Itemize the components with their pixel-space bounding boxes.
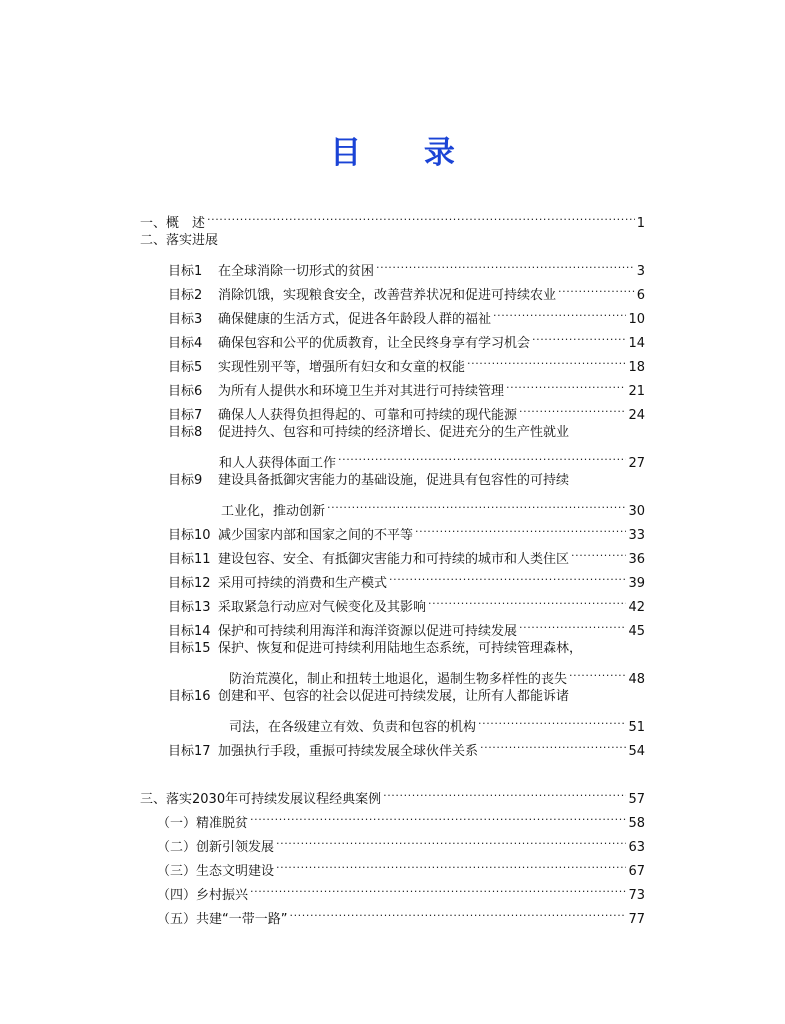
toc-entry[interactable]: [229, 663, 645, 687]
toc-entry[interactable]: [157, 855, 645, 879]
goal-text: 确保人人获得负担得起的、可靠和可持续的现代能源: [218, 408, 518, 423]
toc-entry[interactable]: [168, 615, 645, 639]
dot-leader: [532, 327, 626, 347]
dot-leader: [276, 831, 626, 851]
goal-text: 建设包容、安全、有抵御灾害能力和可持续的城市和人类住区: [218, 552, 570, 567]
page-number: 58: [628, 816, 645, 831]
toc-entry[interactable]: [157, 879, 645, 903]
goal-text: 加强执行手段，重振可持续发展全球伙伴关系: [218, 744, 479, 759]
dot-leader: [376, 255, 635, 275]
goal-number: 目标10: [168, 528, 211, 543]
goal-text: 确保包容和公平的优质教育，让全民终身享有学习机会: [218, 336, 531, 351]
page-number: 10: [628, 312, 645, 327]
toc-entry[interactable]: [219, 447, 645, 471]
case-label: （三）生态文明建设: [157, 864, 275, 879]
goal-text: 促进持久、包容和可持续的经济增长、促进充分的生产性就业: [218, 425, 570, 440]
case-label: （四）乡村振兴: [157, 888, 249, 903]
toc-entry[interactable]: [168, 351, 645, 375]
toc-entry[interactable]: [168, 687, 645, 707]
dot-leader: [480, 735, 626, 755]
page-number: 18: [628, 360, 645, 375]
dot-leader: [519, 399, 626, 419]
toc-entry[interactable]: [168, 279, 645, 303]
goal-text: 保护和可持续利用海洋和海洋资源以促进可持续发展: [218, 624, 518, 639]
toc-entry[interactable]: [168, 735, 645, 759]
dot-leader: [569, 663, 626, 683]
toc-entry[interactable]: [140, 783, 645, 807]
toc-entry[interactable]: [157, 807, 645, 831]
page-number: 14: [628, 336, 645, 351]
goal-text-cont: 防治荒漠化，制止和扭转土地退化，遏制生物多样性的丧失: [229, 672, 568, 687]
page-number: 45: [628, 624, 645, 639]
goal-number: 目标4: [168, 336, 203, 351]
goal-text: 保护、恢复和促进可持续利用陆地生态系统，可持续管理森林，: [218, 641, 583, 656]
toc-entry[interactable]: [221, 495, 645, 519]
toc-entry[interactable]: [168, 471, 645, 491]
page-number: 21: [628, 384, 645, 399]
dot-leader: [467, 351, 626, 371]
section-label: 二、落实进展: [140, 233, 219, 248]
toc-entry[interactable]: [140, 231, 645, 251]
section-label: 一、概 述: [140, 216, 206, 231]
goal-text: 创建和平、包容的社会以促进可持续发展，让所有人都能诉诸: [218, 689, 570, 704]
goal-number: 目标15: [168, 641, 211, 656]
page-number: 39: [628, 576, 645, 591]
toc-entry[interactable]: [168, 567, 645, 591]
dot-leader: [207, 207, 635, 227]
page-number: 54: [628, 744, 645, 759]
toc-entry[interactable]: [168, 543, 645, 567]
page-number: 51: [628, 720, 645, 735]
page-number: 3: [636, 264, 645, 279]
page-number: 27: [628, 456, 645, 471]
toc-entry[interactable]: [168, 255, 645, 279]
dot-leader: [327, 495, 626, 515]
section-label: 三、落实2030年可持续发展议程经典案例: [140, 792, 382, 807]
goal-number: 目标9: [168, 473, 203, 488]
dot-leader: [415, 519, 626, 539]
goal-text-cont: 司法，在各级建立有效、负责和包容的机构: [229, 720, 477, 735]
goal-number: 目标7: [168, 408, 203, 423]
page-number: 6: [636, 288, 645, 303]
dot-leader: [478, 711, 626, 731]
page-number: 1: [636, 216, 645, 231]
dot-leader: [506, 375, 626, 395]
dot-leader: [571, 543, 626, 563]
page-number: 24: [628, 408, 645, 423]
dot-leader: [428, 591, 626, 611]
dot-leader: [250, 879, 626, 899]
goal-text: 为所有人提供水和环境卫生并对其进行可持续管理: [218, 384, 505, 399]
goal-text-cont: 工业化，推动创新: [221, 504, 326, 519]
toc-entry[interactable]: [157, 903, 645, 927]
page-number: 67: [628, 864, 645, 879]
toc-entry[interactable]: [168, 639, 645, 659]
goal-number: 目标8: [168, 425, 203, 440]
goal-text: 减少国家内部和国家之间的不平等: [218, 528, 414, 543]
dot-leader: [250, 807, 626, 827]
goal-number: 目标3: [168, 312, 203, 327]
goal-number: 目标5: [168, 360, 203, 375]
dot-leader: [493, 303, 626, 323]
page-number: 77: [628, 912, 645, 927]
page-title: 目 录: [330, 135, 481, 171]
goal-text: 消除饥饿，实现粮食安全，改善营养状况和促进可持续农业: [218, 288, 557, 303]
goal-number: 目标1: [168, 264, 203, 279]
toc-entry[interactable]: [157, 831, 645, 855]
case-label: （五）共建“一带一路”: [157, 912, 288, 927]
page-number: 63: [628, 840, 645, 855]
page-number: 42: [628, 600, 645, 615]
goal-number: 目标6: [168, 384, 203, 399]
toc-entry[interactable]: [168, 375, 645, 399]
goal-text: 实现性别平等，增强所有妇女和女童的权能: [218, 360, 466, 375]
page-number: 73: [628, 888, 645, 903]
dot-leader: [383, 783, 626, 803]
goal-number: 目标17: [168, 744, 211, 759]
dot-leader: [558, 279, 635, 299]
goal-text: 确保健康的生活方式，促进各年龄段人群的福祉: [218, 312, 492, 327]
case-label: （一）精准脱贫: [157, 816, 249, 831]
goal-text: 在全球消除一切形式的贫困: [218, 264, 375, 279]
toc-entry[interactable]: [168, 399, 645, 423]
page-number: 57: [628, 792, 645, 807]
page-number: 30: [628, 504, 645, 519]
toc-entry[interactable]: [168, 591, 645, 615]
goal-number: 目标16: [168, 689, 211, 704]
dot-leader: [519, 615, 626, 635]
toc-entry[interactable]: [140, 207, 645, 231]
page-number: 36: [628, 552, 645, 567]
goal-number: 目标12: [168, 576, 211, 591]
goal-number: 目标13: [168, 600, 211, 615]
dot-leader: [276, 855, 626, 875]
page-number: 48: [628, 672, 645, 687]
toc-entry[interactable]: [168, 327, 645, 351]
dot-leader: [389, 567, 626, 587]
goal-text-cont: 和人人获得体面工作: [219, 456, 337, 471]
case-label: （二）创新引领发展: [157, 840, 275, 855]
dot-leader: [289, 903, 626, 923]
toc-entry[interactable]: [168, 519, 645, 543]
goal-number: 目标2: [168, 288, 203, 303]
dot-leader: [338, 447, 626, 467]
goal-text: 采取紧急行动应对气候变化及其影响: [218, 600, 427, 615]
page-number: 33: [628, 528, 645, 543]
goal-text: 采用可持续的消费和生产模式: [218, 576, 388, 591]
goal-number: 目标11: [168, 552, 211, 567]
goal-number: 目标14: [168, 624, 211, 639]
toc-entry[interactable]: [168, 423, 645, 443]
goal-text: 建设具备抵御灾害能力的基础设施，促进具有包容性的可持续: [218, 473, 570, 488]
toc-entry[interactable]: [168, 303, 645, 327]
toc-entry[interactable]: [229, 711, 645, 735]
